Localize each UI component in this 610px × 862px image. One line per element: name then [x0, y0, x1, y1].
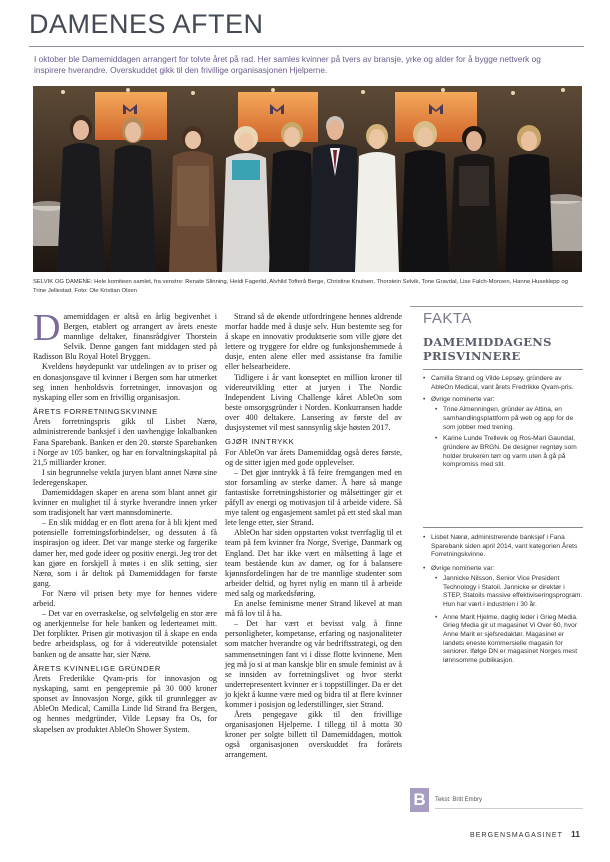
paragraph: AbleOn har siden oppstarten vokst tverrfaglig til et team på fem kvinner fra Norge, Sverige, Danmark og England. Det har ikke vært en målsetting å lage et team bestående kun av damer, og for å balansere kjønnsfordelingen har de tre mannlige studenter som arbeider deltid, og hyret nylig en mann til å arbeide med salg og markedsføring.	[225, 528, 402, 598]
magazine-name: BERGENSMAGASINET	[469, 832, 563, 839]
fact-box	[410, 308, 583, 778]
byline	[410, 788, 583, 812]
byline-text: Tekst: Britt Embry	[435, 797, 483, 803]
fact-subitem: • Anne Marit Hjelme, daglig leder i Grieg Media. Grieg Media gir ut magasinet Vi Over 60, hvor Anne Marit er sjefsredaktør. Magasinet er landets eneste kommersielle magasin for seniorer. Ifølge DN er magasinet Norges mest lønnsomme publikasjon.	[423, 614, 583, 666]
fact-item: • Øvrige nominerte var:	[423, 565, 583, 574]
subheading: ÅRETS FORRETNINGSKVINNE	[33, 406, 158, 416]
title-divider	[29, 46, 584, 47]
fact-box-label: FAKTA	[423, 310, 472, 327]
fact-subitem: • Jannicke Nilsson, Senior Vice President Technology i Statoil. Jannicke er direktør i STEP, Statoils massive effektiviseringsprogram. Hun har vært i industrien i 30 år.	[423, 575, 583, 610]
paragraph: Strand så de økende utfordringene hennes aldrende morfar hadde med å dusje selv. Hun bestemte seg for å skape en innovativ produktserie som ville gjøre det lettere og tryggere for eldre og funksjonshemmede å dusje, enten alene eller med assistanse fra familie eller helsearbeidere.	[225, 312, 402, 372]
paragraph: For AbleOn var årets Damemiddag også deres første, og de sitter igjen med gode opplevelser.	[225, 447, 402, 467]
paragraph: Tidligere i år vant konseptet en million kroner til videreutvikling etter at juryen i The Nordic Independent Living Challenge kåret AbleOn som beste omsorgsgründer i Norden. Konkurransen hadde over 400 deltakere. Lansering av første del av dusjsystemet vil mest sannsynlig skje høsten 2017.	[225, 372, 402, 433]
page-footer	[470, 829, 580, 839]
paragraph: – Det har vært et bevisst valg å finne personligheter, kompetanse, erfaring og nasjonaliteter som matcher hverandre og vår bedriftsstrategi, og den sammensetningen fant vi i disse flotte kvinnene. Men jeg må jo si at man kanskje blir en smule feminist av å se innsiden av forretningslivet og hvor sterkt underrepresentert kvinner er i toppstillinger. Da er det jo kjekt å kunne være med og bidra til at flere kvinner kommer i posisjon og lederstillinger, sier Strand.	[225, 619, 402, 709]
paragraph: Årets Frederikke Qvam-pris for innovasjon og nyskaping, samt en pengepremie på 30 000 kroner sponset av Innovasjon Norge, gikk til grunnlegger av AbleOn Medical, Camilla Linde lid Strand fra Bergen, og hennes medgründer, Vilde Lepsøy fra Os, for skapelsen av produktet AbleOn Shower System.	[33, 674, 217, 734]
article-title: DAMENES AFTEN	[29, 9, 264, 39]
page-number: 11	[571, 829, 580, 839]
paragraph: Kveldens høydepunkt var utdelingen av to priser og en donasjonsgave til kvinner i Bergen som har utmerket seg innen henholdsvis forretninger, innovasjon og nyskaping eller som en frivillig organisasjon.	[33, 362, 217, 402]
paragraph: – En slik middag er en flott arena for å bli kjent med potensielle forretningsforbindelser, og dessuten å få inspirasjon og ideer. Det var mange sterke og fargerike damer her, med gode ideer og positiv energi. Jeg tror det kan gjøre en forskjell å møtes i en slik setting, sier Nærø, som i år deltok på Damemiddagen for første gang.	[33, 518, 217, 588]
paragraph: – Det gjør inntrykk å få feire fremgangen med en stor forsamling av sterke damer. Å høre så mange fantastiske forretningshistorier og målsettinger gir et påfyll av energi og motivasjon til å arbeide videre. Så mye talent og engasjement samlet på ett sted skal man lete lenge etter, sier Strand.	[225, 467, 402, 528]
paragraph: Damemiddagen skaper en arena som blant annet gir kvinner en mulighet til å styrke hverandre innen yrker som tradisjonelt har vært mannsdominerte.	[33, 488, 217, 518]
fact-item: • Lisbet Nærø, administrerende banksjef i Fana Sparebank siden april 2014, vant kategorien Årets Forretningskvinne.	[423, 534, 583, 560]
fact-list	[423, 534, 583, 666]
fact-divider	[423, 527, 583, 528]
photo-caption: SELVIK OG DAMENE: Hele komiteen samlet, fra venstre: Renate Slinning, Heidi Fagerlid, Alvhild Tofterå Berge, Christine Knutsen, Thorstein Selvik, Tone Gravdal, Lise Falch-Monsen, Hanne Huseklepp og Trine Jellestad. Foto: Ole Kristian Olsen	[33, 279, 568, 294]
paragraph: Årets forretningspris gikk til Lisbet Nærø, administrerende banksjef i den uavhengige lokalbanken Fana Sparebank. Banken er den 20. største Sparebanken i Norge av 105 banker, og har en forvaltningskapital på 21,5 milliarder kroner.	[33, 417, 217, 467]
fact-list	[423, 375, 583, 470]
sidebar-top-rule	[410, 306, 583, 307]
fact-subitem: • Trine Almenningen, gründer av Altina, en samhandlingsplattform på web og app for de som jobber med trening.	[423, 406, 583, 432]
subheading: ÅRETS KVINNELIGE GRÜNDER	[33, 663, 161, 673]
article-column-2	[225, 312, 402, 761]
fact-item: • Øvrige nominerte var:	[423, 396, 583, 405]
fact-subitem: • Karine Lunde Trellevik og Ros-Marí Gaundal, gründere av BRGN. De designer regntøy som holder brukeren tørr og varm uten å gå på kompromiss med stil.	[423, 435, 583, 470]
magazine-logo-mark: B	[410, 788, 429, 812]
byline-divider	[435, 808, 583, 809]
fact-box-heading: DAMEMIDDAGENS PRISVINNERE	[423, 335, 552, 363]
fact-item: • Camilla Strand og Vilde Lepsøy, gründere av AbleOn Medical, vant årets Fredrikke Qvam-pris.	[423, 375, 583, 392]
article-column-1	[33, 307, 217, 735]
paragraph: Årets pengegave gikk til den frivillige organisasjonen Hjelperne. I tillegg til å motta 30 kroner per solgte billett til Damemiddagen, mottok også organisasjonen overskuddet fra forårets arrangement.	[225, 710, 402, 760]
group-photo	[33, 86, 582, 272]
fact-divider	[423, 369, 583, 370]
paragraph: – Det var en overraskelse, og selvfølgelig en stor ære og anerkjennelse for hele banken og lederteamet mitt. Det forplikter. Prisen gir motivasjon til å skape en enda bedre arbeidsplass, og for å videreutvikle potensialet banken og de ansatte har, sier Nærø.	[33, 609, 217, 659]
drop-cap: D	[33, 307, 61, 349]
group-photo-image	[33, 86, 582, 272]
subheading: GJØR INNTRYKK	[225, 437, 295, 447]
paragraph: En anelse feminisme mener Strand likevel at man må få lov til å ha.	[225, 599, 402, 619]
article-intro: I oktober ble Damemiddagen arrangert for tolvte året på rad. Her samles kvinner på tvers av bransje, yrke og alder for å bygge nettverk og inspirere hverandre. Overskuddet gikk til den frivillige organisasjonen Hjelperne.	[34, 54, 541, 75]
paragraph: For Nærø vil prisen bety mye for hennes videre arbeid.	[33, 588, 217, 609]
paragraph: amemiddagen er altså en årlig begivenhet i Bergen, etablert og arrangert av årets eneste mannlige deltaker, finansrådgiver Thorstein Selvik. Denne gangen fant middagen sted på Radisson Blu Royal Hotel Bryggen.	[33, 312, 217, 362]
paragraph: I sin begrunnelse vektla juryen blant annet Nærø sine lederegenskaper.	[33, 467, 217, 487]
